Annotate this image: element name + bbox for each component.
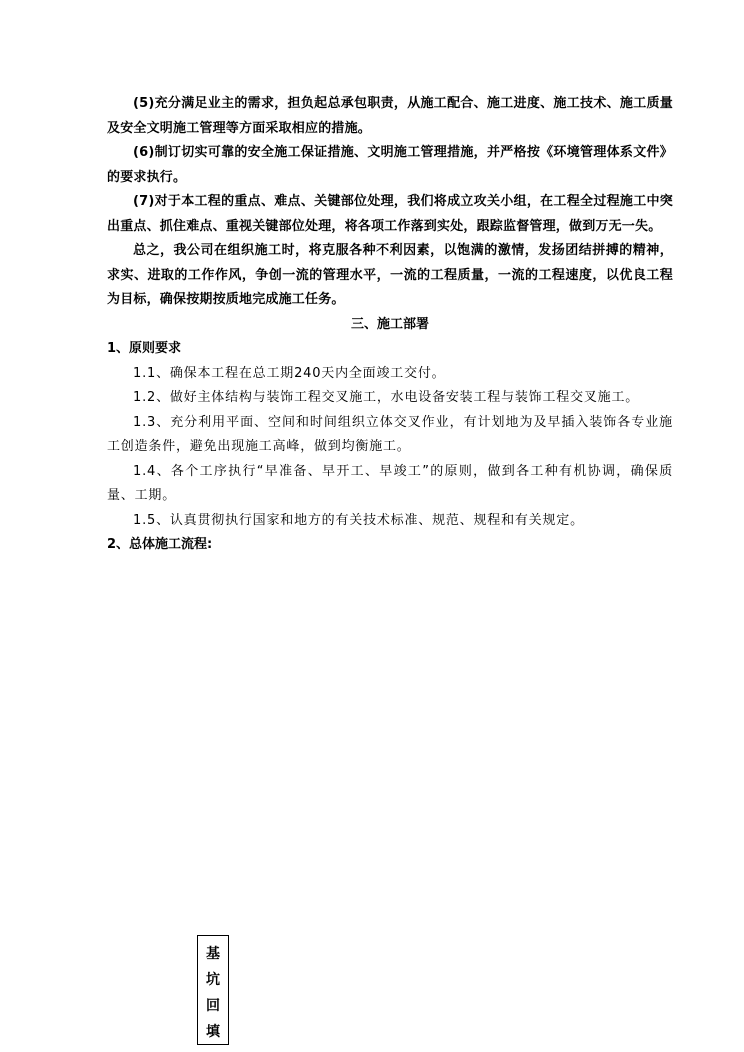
paragraph-measure-6: (6)制订切实可靠的安全施工保证措施、文明施工管理措施，并严格按《环境管理体系文件》的要求执行。 bbox=[107, 145, 673, 185]
flow-box-foundation-backfill bbox=[197, 935, 229, 1045]
heading-overall-flow: 2、总体施工流程: bbox=[107, 537, 213, 552]
principle-1-4: 1.4、各个工序执行“早准备、早开工、早竣工”的原则，做到各工种有机协调，确保质量、工期。 bbox=[107, 463, 673, 503]
principle-1-5: 1.5、认真贯彻执行国家和地方的有关技术标准、规范、规程和有关规定。 bbox=[133, 512, 584, 528]
flow-char: 回 bbox=[206, 998, 220, 1014]
paragraph-measure-7: (7)对于本工程的重点、难点、关键部位处理，我们将成立攻关小组，在工程全过程施工中突出重点、抓住难点、重视关键部位处理，将各项工作落到实处，跟踪监督管理，做到万无一失。 bbox=[107, 194, 673, 234]
paragraph-measure-5: (5)充分满足业主的需求，担负起总承包职责，从施工配合、施工进度、施工技术、施工质量及安全文明施工管理等方面采取相应的措施。 bbox=[107, 96, 673, 136]
flow-char: 填 bbox=[206, 1024, 220, 1040]
paragraph-summary: 总之，我公司在组织施工时，将克服各种不利因素，以饱满的激情，发扬团结拼搏的精神，求实、进取的工作作风，争创一流的管理水平，一流的工程质量，一流的工程速度，以优良工程为目标，确保按期按质地完成施工任务。 bbox=[107, 243, 673, 307]
flow-char: 坑 bbox=[206, 972, 220, 988]
flow-char: 基 bbox=[206, 946, 220, 962]
document-content bbox=[107, 92, 673, 558]
section-title: 三、施工部署 bbox=[350, 316, 429, 332]
principle-1-3: 1.3、充分利用平面、空间和时间组织立体交叉作业，有计划地为及早插入装饰各专业施工创造条件，避免出现施工高峰，做到均衡施工。 bbox=[107, 414, 673, 454]
heading-principles: 1、原则要求 bbox=[107, 341, 182, 356]
principle-1-1: 1.1、确保本工程在总工期240天内全面竣工交付。 bbox=[133, 365, 446, 381]
principle-1-2: 1.2、做好主体结构与装饰工程交叉施工，水电设备安装工程与装饰工程交叉施工。 bbox=[133, 390, 640, 405]
